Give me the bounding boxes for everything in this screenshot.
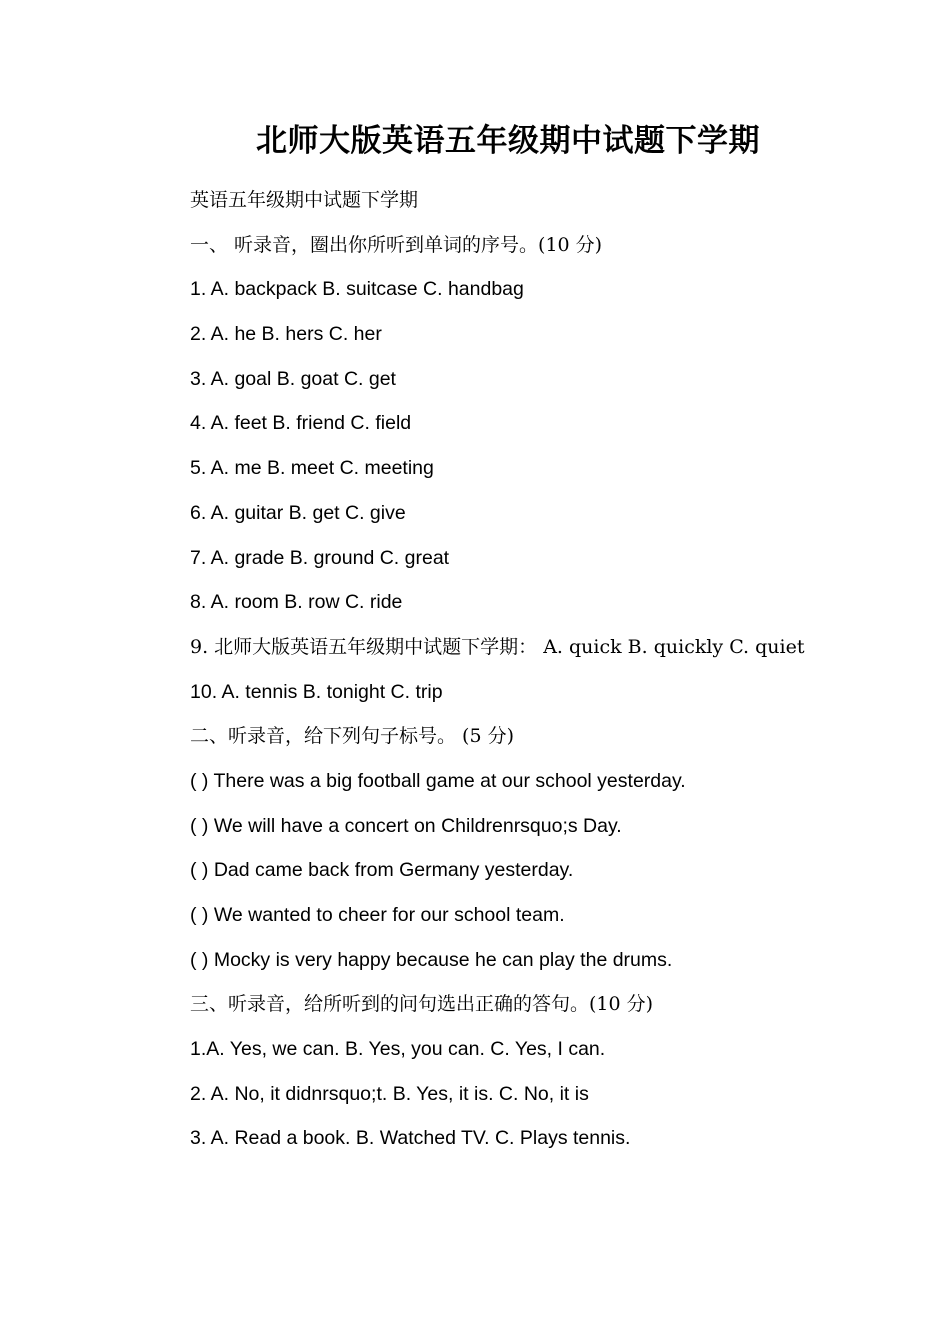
document-paragraph: 8. A. room B. row C. ride [190, 591, 403, 614]
document-paragraph: ( ) We will have a concert on Childrenrsquo;s Day. [190, 814, 622, 837]
document-paragraph: 6. A. guitar B. get C. give [190, 501, 406, 524]
document-paragraph: 一、 听录音，圈出你所听到单词的序号。(10 分) [190, 233, 603, 256]
document-paragraph: 5. A. me B. meet C. meeting [190, 457, 434, 480]
document-paragraph: 4. A. feet B. friend C. field [190, 412, 412, 435]
document-title: 北师大版英语五年级期中试题下学期 [256, 123, 760, 159]
document-paragraph: ( ) We wanted to cheer for our school team. [190, 904, 565, 926]
document-paragraph: 3. A. goal B. goat C. get [190, 367, 396, 390]
document-paragraph: 英语五年级期中试题下学期 [190, 189, 419, 211]
document-paragraph: 二、听录音，给下列句子标号。 (5 分) [190, 725, 514, 748]
document-body [144, 186, 806, 1153]
document-paragraph: 2. A. No, it didnrsquo;t. B. Yes, it is. C. No, it is [190, 1082, 589, 1105]
document-paragraph: ( ) Mocky is very happy because he can play the drums. [190, 948, 673, 971]
document-paragraph: 9. 北师大版英语五年级期中试题下学期： A. quick B. quickly C. quiet [190, 635, 805, 658]
document-paragraph: ( ) There was a big football game at our school yesterday. [190, 769, 686, 792]
document-paragraph: 2. A. he B. hers C. her [190, 323, 382, 346]
document-paragraph: 1. A. backpack B. suitcase C. handbag [190, 278, 524, 301]
document-paragraph: 1.A. Yes, we can. B. Yes, you can. C. Yes, I can. [190, 1038, 606, 1061]
document-paragraph: ( ) Dad came back from Germany yesterday. [190, 859, 574, 882]
document-paragraph: 3. A. Read a book. B. Watched TV. C. Plays tennis. [190, 1127, 631, 1150]
document-paragraph: 10. A. tennis B. tonight C. trip [190, 680, 443, 703]
document-paragraph: 7. A. grade B. ground C. great [190, 546, 450, 569]
document-paragraph: 三、听录音，给所听到的问句选出正确的答句。(10 分) [190, 993, 654, 1016]
